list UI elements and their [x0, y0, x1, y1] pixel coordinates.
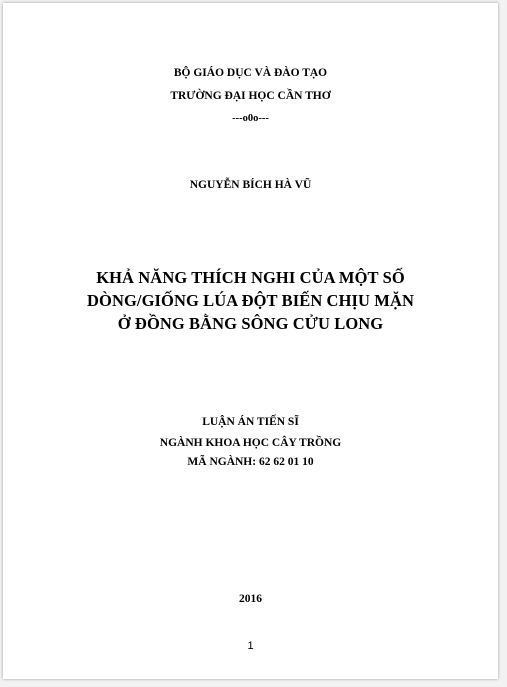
thesis-title-line-3: Ở ĐỒNG BẰNG SÔNG CỬU LONG: [117, 314, 384, 333]
page-number: 1: [247, 640, 254, 652]
thesis-title-line-2: DÒNG/GIỐNG LÚA ĐỘT BIẾN CHỊU MẶN: [87, 291, 414, 310]
university-heading: TRƯỜNG ĐẠI HỌC CẦN THƠ: [170, 90, 331, 102]
thesis-title-line-1: KHẢ NĂNG THÍCH NGHI CỦA MỘT SỐ: [96, 268, 405, 287]
header-separator: ---o0o---: [232, 113, 269, 124]
thesis-type: LUẬN ÁN TIẾN SĨ: [202, 416, 299, 428]
thesis-year: 2016: [239, 593, 262, 605]
ministry-heading: BỘ GIÁO DỤC VÀ ĐÀO TẠO: [173, 67, 328, 79]
thesis-major-code: MÃ NGÀNH: 62 62 01 10: [187, 456, 314, 468]
thesis-major: NGÀNH KHOA HỌC CÂY TRỒNG: [159, 437, 342, 449]
document-page: [3, 3, 498, 679]
author-name: NGUYỄN BÍCH HÀ VŨ: [189, 179, 312, 191]
